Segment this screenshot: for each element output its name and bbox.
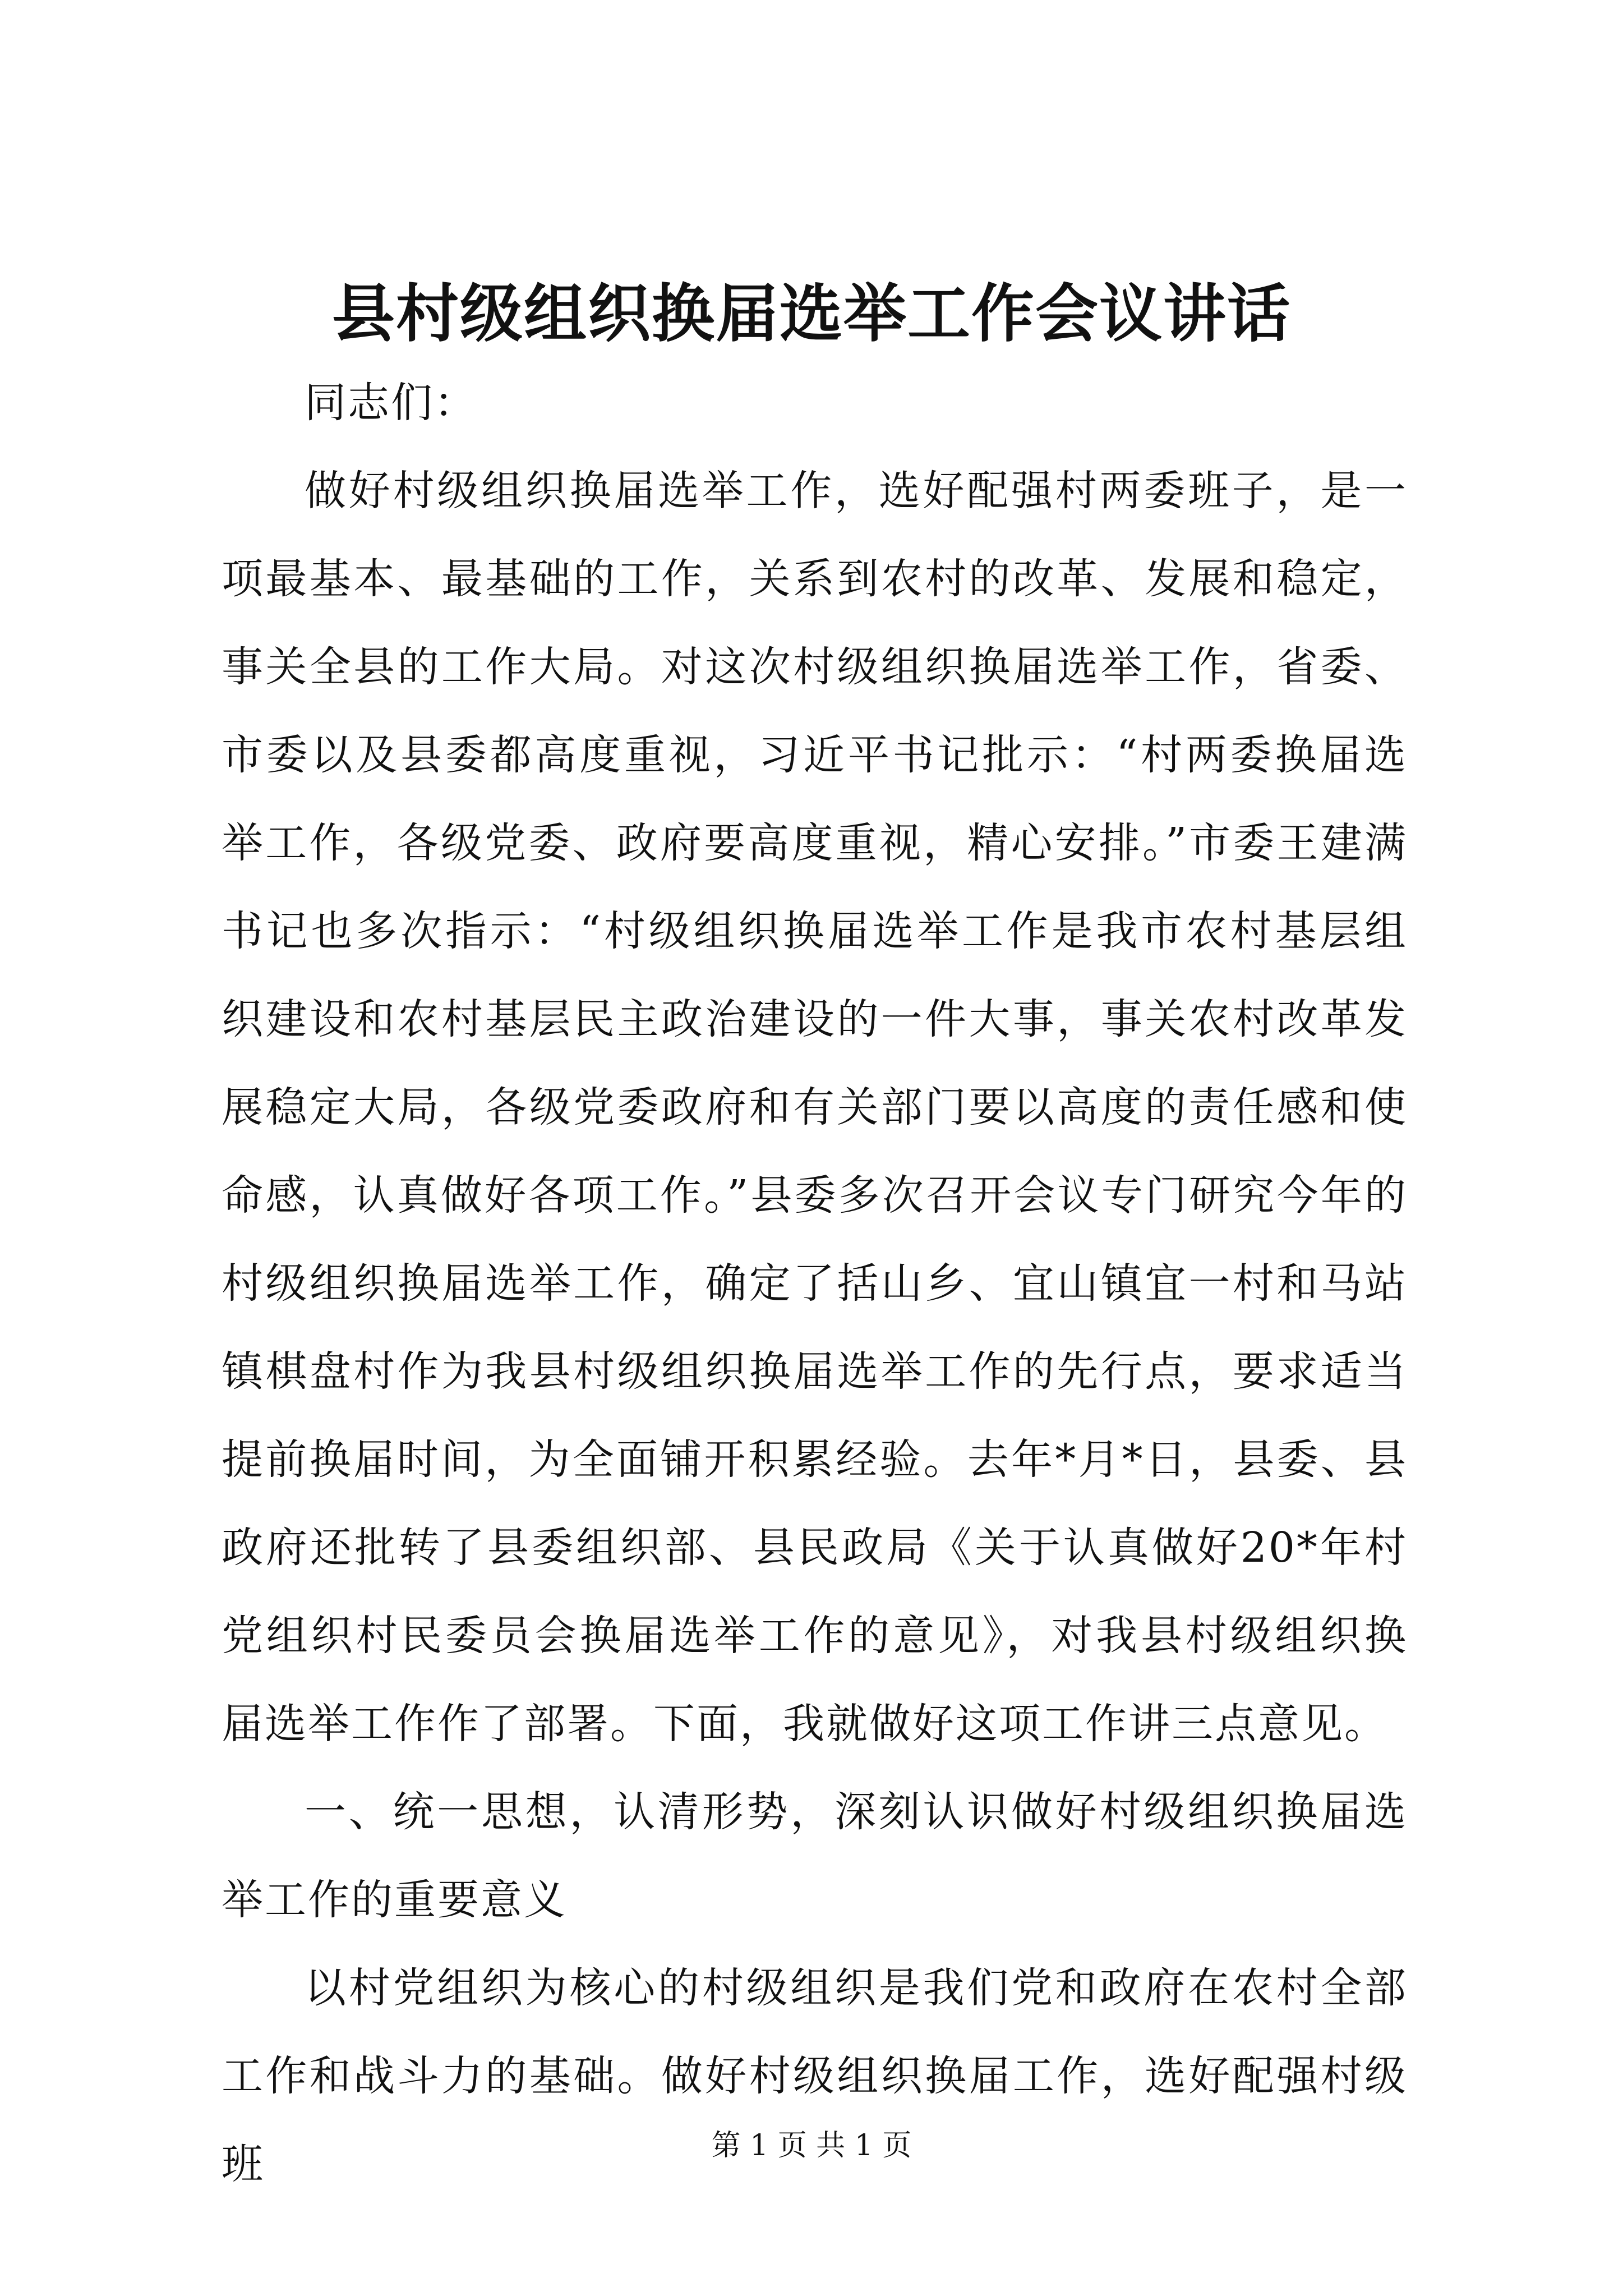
paragraph-2: 以村党组织为核心的村级组织是我们党和政府在农村全部工作和战斗力的基础。做好村级组织换届工作，选好配强村级班 bbox=[222, 1964, 1408, 2188]
section-heading-1: 一、统一思想，认清形势，深刻认识做好村级组织换届选举工作的重要意义 bbox=[222, 1788, 1408, 1924]
salutation: 同志们： bbox=[305, 379, 477, 427]
page-footer: 第 1 页 共 1 页 bbox=[711, 2129, 912, 2162]
paragraph-1: 做好村级组织换届选举工作，选好配强村两委班子，是一项最基本、最基础的工作，关系到农村的改革、发展和稳定，事关全县的工作大局。对这次村级组织换届选举工作，省委、市委以及县委都高度重视，习近平书记批示：“村两委换届选举工作，各级党委、政府要高度重视，精心安排。”市委王建满书记也多次指示：“村级组织换届选举工作是我市农村基层组织建设和农村基层民主政治建设的一件大事，事关农村改革发展稳定大局，各级党委政府和有关部门要以高度的责任感和使命感，认真做好各项工作。”县委多次召开会议专门研究今年的村级组织换届选举工作，确定了括山乡、宜山镇宜一村和马站镇棋盘村作为我县村级组织换届选举工作的先行点，要求适当提前换届时间，为全面铺开积累经验。去年*月*日，县委、县政府还批转了县委组织部、县民政局《关于认真做好20*年村党组织村民委员会换届选举工作的意见》，对我县村级组织换届选举工作作了部署。下面，我就做好这项工作讲三点意见。 bbox=[222, 467, 1408, 1748]
document-body bbox=[222, 359, 1408, 2208]
document-title: 县村级组织换届选举工作会议讲话 bbox=[332, 277, 1291, 351]
